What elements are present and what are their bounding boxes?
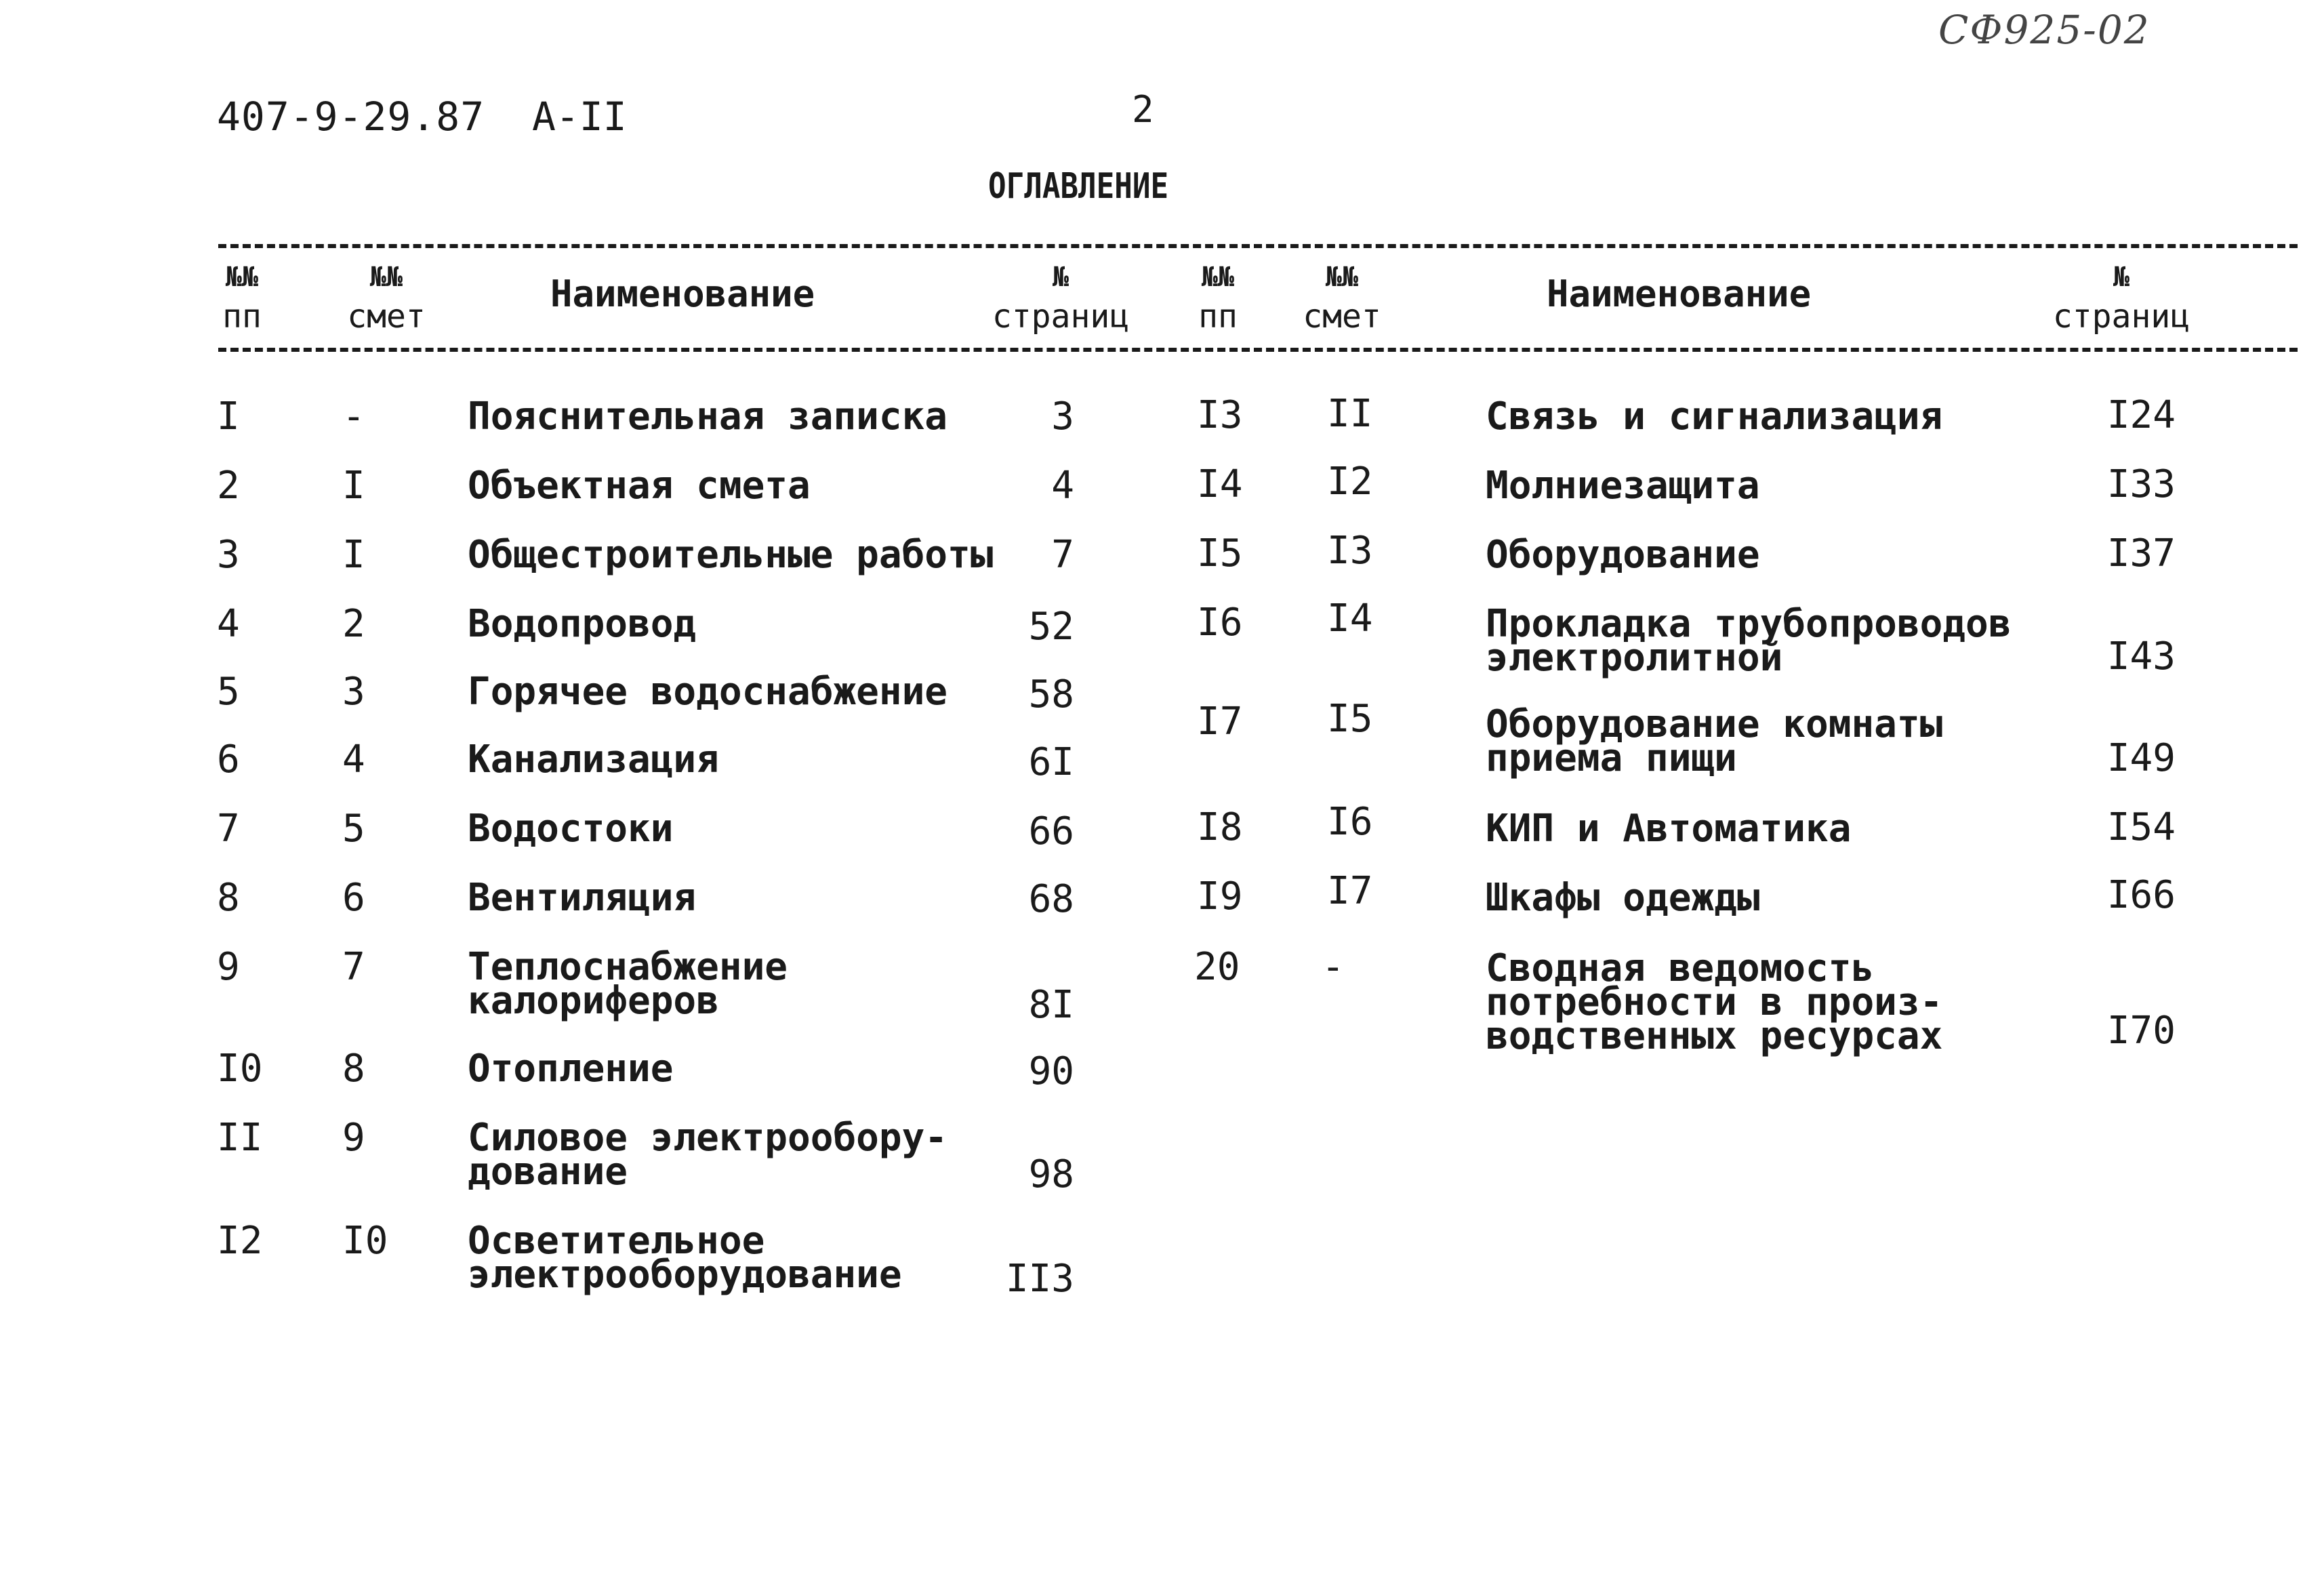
column-header-item-number-bottom: пп <box>222 298 262 336</box>
estimate-number: I6 <box>1327 800 1373 844</box>
archive-stamp: СФ925-02 <box>1938 7 2150 53</box>
row-name-continued: калориферов <box>468 979 719 1023</box>
column-header-page <box>986 258 1135 336</box>
column-header-estimate-number-bottom: смет <box>347 298 426 336</box>
row-name-continued: электролитной <box>1486 636 1783 680</box>
row-number: I2 <box>217 1219 263 1263</box>
row-page: II3 <box>1005 1257 1074 1301</box>
row-page: I43 <box>2106 634 2176 679</box>
estimate-number: I0 <box>342 1219 388 1263</box>
column-header-item-number <box>216 258 268 336</box>
sheet-label: А-II <box>532 94 627 140</box>
estimate-number: 6 <box>342 876 365 920</box>
estimate-number: I4 <box>1327 597 1373 641</box>
row-number: I4 <box>1197 462 1243 506</box>
row-number: 6 <box>217 738 240 782</box>
row-name: Объектная смета <box>468 464 811 508</box>
row-number: I3 <box>1197 393 1243 437</box>
row-name-continued: потребности в произ- <box>1486 980 1943 1024</box>
column-header-page-right-top: № <box>2113 262 2130 293</box>
estimate-number: 7 <box>342 945 365 989</box>
estimate-number: - <box>342 395 365 439</box>
row-number: 8 <box>217 876 240 920</box>
estimate-number: 5 <box>342 807 365 851</box>
row-page: 66 <box>1028 809 1074 853</box>
row-number: II <box>217 1116 263 1160</box>
page-number: 2 <box>1132 88 1154 131</box>
row-page: 7 <box>1051 533 1074 577</box>
row-page: I24 <box>2106 393 2176 437</box>
page-title: ОГЛАВЛЕНИЕ <box>988 166 1169 207</box>
row-name: Теплоснабжение <box>468 945 788 989</box>
row-number: I6 <box>1197 601 1243 645</box>
row-page: I66 <box>2106 873 2176 917</box>
row-name-continued: дование <box>468 1150 628 1194</box>
estimate-number: I3 <box>1327 529 1373 573</box>
row-name-continued: электрооборудование <box>468 1253 902 1297</box>
row-page: 58 <box>1028 672 1074 717</box>
column-header-name-right: Наименование <box>1547 273 1812 315</box>
row-page: I37 <box>2106 531 2176 576</box>
row-name: Водостоки <box>468 807 674 851</box>
estimate-number: I <box>342 533 365 577</box>
column-header-estimate-number-top: №№ <box>369 262 403 293</box>
row-number: 20 <box>1194 945 1240 989</box>
header-bottom-rule <box>218 348 2298 352</box>
row-name: Шкафы одежды <box>1486 876 1760 920</box>
row-name: Отопление <box>468 1047 674 1091</box>
row-page: 52 <box>1028 605 1074 649</box>
row-name: КИП и Автоматика <box>1486 807 1852 851</box>
row-page: I49 <box>2106 736 2176 780</box>
row-name: Вентиляция <box>468 876 697 920</box>
row-name: Силовое электрообору- <box>468 1116 948 1160</box>
column-header-page-right-bottom: страниц <box>2052 298 2190 336</box>
column-header-item-number-right-top: №№ <box>1201 262 1235 293</box>
row-number: I0 <box>217 1047 263 1091</box>
row-page: I70 <box>2106 1009 2176 1053</box>
row-name: Горячее водоснабжение <box>468 670 948 714</box>
row-name-continued: водственных ресурсах <box>1486 1014 1943 1058</box>
estimate-number: 8 <box>342 1047 365 1091</box>
row-name: Молниезащита <box>1486 464 1760 508</box>
column-header-page-top: № <box>1052 262 1069 293</box>
row-page: 6I <box>1028 740 1074 784</box>
column-header-item-number-top: №№ <box>225 262 259 293</box>
row-page: 8I <box>1028 983 1074 1027</box>
row-page: 4 <box>1051 464 1074 508</box>
row-name: Связь и сигнализация <box>1486 395 1943 439</box>
estimate-number: 3 <box>342 670 365 714</box>
row-number: I <box>217 395 240 439</box>
row-name: Оборудование <box>1486 533 1760 577</box>
column-header-estimate-number-right-bottom: смет <box>1303 298 1381 336</box>
row-number: 7 <box>217 807 240 851</box>
row-number: I5 <box>1197 531 1243 576</box>
column-header-page-bottom: страниц <box>992 298 1130 336</box>
row-page: 68 <box>1028 877 1074 921</box>
estimate-number: I <box>342 464 365 508</box>
row-number: 2 <box>217 464 240 508</box>
column-header-item-number-right-bottom: пп <box>1198 298 1238 336</box>
column-header-name: Наименование <box>550 273 815 315</box>
row-name: Сводная ведомость <box>1486 946 1875 990</box>
estimate-number: 9 <box>342 1116 365 1160</box>
row-name-continued: приема пищи <box>1486 736 1737 780</box>
document-code: 407-9-29.87 <box>217 94 485 140</box>
row-page: 98 <box>1028 1152 1074 1196</box>
header-top-rule <box>218 244 2298 248</box>
estimate-number: I7 <box>1327 869 1373 913</box>
estimate-number: II <box>1327 392 1373 436</box>
column-header-estimate-number <box>339 258 434 336</box>
row-number: 3 <box>217 533 240 577</box>
row-page: 90 <box>1028 1049 1074 1093</box>
row-number: I7 <box>1197 700 1243 744</box>
row-name: Водопровод <box>468 602 697 646</box>
row-name: Осветительное <box>468 1219 765 1263</box>
row-number: I8 <box>1197 805 1243 849</box>
estimate-number: 4 <box>342 738 365 782</box>
column-header-estimate-number-right <box>1294 258 1389 336</box>
row-number: 9 <box>217 945 240 989</box>
row-number: I9 <box>1197 874 1243 919</box>
row-page: 3 <box>1051 395 1074 439</box>
estimate-number: I2 <box>1327 460 1373 504</box>
column-header-estimate-number-right-top: №№ <box>1325 262 1359 293</box>
row-name: Оборудование комнаты <box>1486 702 1943 746</box>
row-number: 5 <box>217 670 240 714</box>
estimate-number: - <box>1322 945 1345 989</box>
row-page: I54 <box>2106 805 2176 849</box>
row-number: 4 <box>217 602 240 646</box>
estimate-number: I5 <box>1327 697 1373 741</box>
column-header-page-right <box>2047 258 2196 336</box>
row-name: Пояснительная записка <box>468 395 948 439</box>
column-header-item-number-right <box>1191 258 1244 336</box>
estimate-number: 2 <box>342 602 365 646</box>
row-name: Общестроительные работы <box>468 533 994 577</box>
row-name: Канализация <box>468 738 719 782</box>
row-page: I33 <box>2106 462 2176 506</box>
row-name: Прокладка трубопроводов <box>1486 602 2012 646</box>
